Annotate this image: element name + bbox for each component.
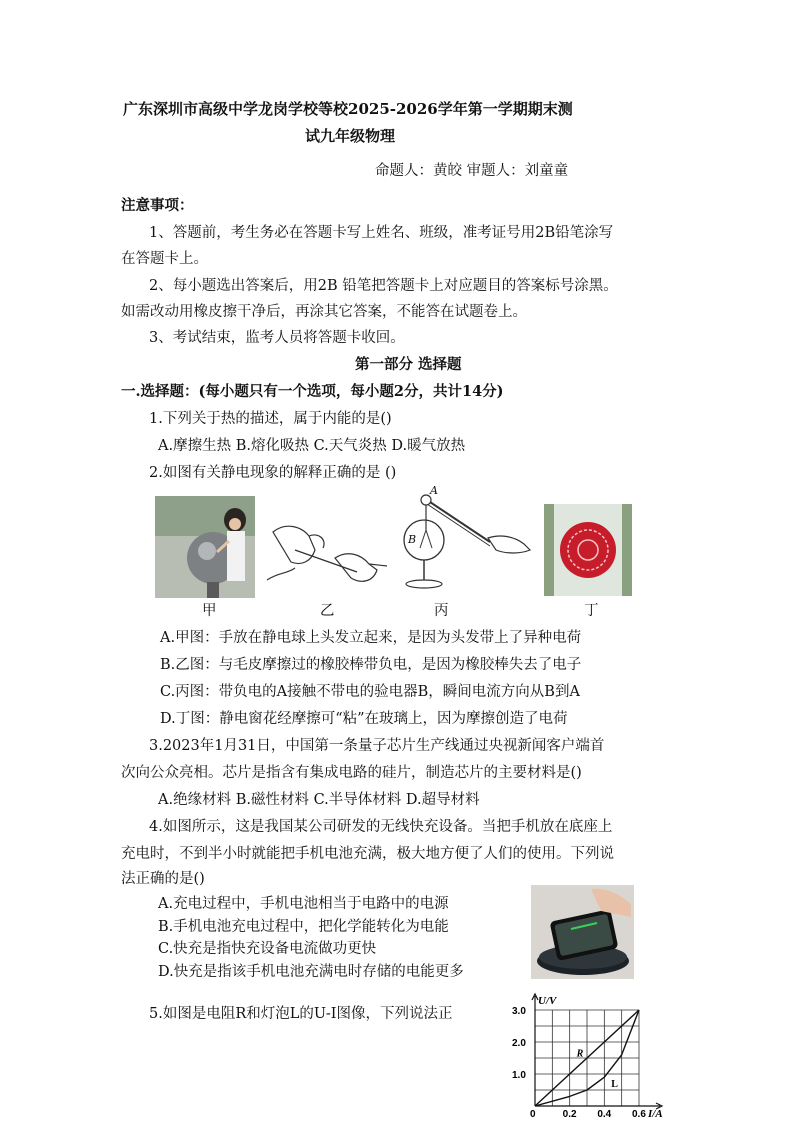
q5-stem: 5.如图是电阻R和灯泡L的U-I图像，下列说法正 <box>149 1006 453 1022</box>
x-axis-label: I/A <box>648 1108 663 1120</box>
q4-stem-line1: 4.如图所示，这是我国某公司研发的无线快充设备。当把手机放在底座上 <box>149 819 613 835</box>
q2-option-a: A.甲图：手放在静电球上头发立起来，是因为头发带上了异种电荷 <box>160 630 582 646</box>
u-i-chart <box>510 990 670 1121</box>
notice-item1-line2: 在答题卡上。 <box>121 251 208 267</box>
q4-option-b: B.手机电池充电过程中，把化学能转化为电能 <box>158 919 449 935</box>
notice-item2-line2: 如需改动用橡皮擦干净后，再涂其它答案，不能答在试题卷上。 <box>121 304 527 320</box>
fig-bing-label: 丙 <box>434 603 449 619</box>
q2-option-c: C.丙图：带负电的A接触不带电的验电器B，瞬间电流方向从B到A <box>160 684 580 700</box>
origin-tick: 0 <box>530 1109 536 1120</box>
section-heading: 一.选择题：(每小题只有一个选项，每小题2分，共计14分) <box>121 383 504 400</box>
y-tick-label: 1.0 <box>512 1070 526 1081</box>
q2-option-d: D.丁图：静电窗花经摩擦可“粘”在玻璃上，因为摩擦创造了电荷 <box>160 711 568 727</box>
exam-title-line2: 试九年级物理 <box>305 127 396 145</box>
series-label-R: R <box>576 1048 584 1060</box>
exam-authors: 命题人：黄皎 审题人：刘童童 <box>375 163 569 179</box>
fig-jia-label: 甲 <box>202 603 217 619</box>
fig-bing-letter-a: A <box>430 484 438 497</box>
series-label-L: L <box>611 1078 618 1090</box>
q4-option-a: A.充电过程中，手机电池相当于电路中的电源 <box>158 896 449 912</box>
x-tick-label: 0.2 <box>562 1109 577 1120</box>
notice-item2-line1: 2、每小题选出答案后，用2B 铅笔把答题卡上对应题目的答案标号涂黑。 <box>149 278 618 294</box>
fig-jia-photo <box>155 496 255 598</box>
fig-ding-photo <box>544 504 632 596</box>
part1-title: 第一部分 选择题 <box>355 356 462 373</box>
fig-yi-label: 乙 <box>320 603 335 619</box>
q4-stem-line3: 法正确的是() <box>121 871 205 887</box>
q4-stem-line2: 充电时，不到半小时就能把手机电池充满，极大地方便了人们的使用。下列说 <box>121 846 614 862</box>
q1-stem: 1.下列关于热的描述，属于内能的是() <box>149 411 392 427</box>
fig-bing-electroscope <box>396 484 536 596</box>
fig-yi-drawing <box>265 510 390 595</box>
q2-option-b: B.乙图：与毛皮摩擦过的橡胶棒带负电，是因为橡胶棒失去了电子 <box>160 657 582 673</box>
q3-stem-line2: 次向公众亮相。芯片是指含有集成电路的硅片，制造芯片的主要材料是() <box>121 765 582 781</box>
x-tick-label: 0.4 <box>597 1109 612 1120</box>
notice-item3: 3、考试结束，监考人员将答题卡收回。 <box>149 330 405 346</box>
fig-ding-label: 丁 <box>584 603 599 619</box>
q4-option-c: C.快充是指快充设备电流做功更快 <box>158 941 377 957</box>
fig-bing-letter-b: B <box>408 533 417 546</box>
y-tick-label: 3.0 <box>512 1006 526 1017</box>
y-axis-label: U/V <box>538 995 557 1007</box>
y-tick-label: 2.0 <box>512 1038 526 1049</box>
q4-option-d: D.快充是指该手机电池充满电时存储的电能更多 <box>158 964 464 980</box>
exam-title-line1: 广东深圳市高级中学龙岗学校等校2025-2026学年第一学期期末测 <box>123 100 573 118</box>
x-tick-label: 0.6 <box>632 1109 646 1120</box>
notice-heading: 注意事项： <box>121 197 194 214</box>
wireless-charger-photo <box>531 885 634 979</box>
notice-item1-line1: 1、答题前，考生务必在答题卡写上姓名、班级，准考证号用2B铅笔涂写 <box>149 225 614 241</box>
q1-options: A.摩擦生热 B.熔化吸热 C.天气炎热 D.暖气放热 <box>158 438 466 454</box>
q3-options: A.绝缘材料 B.磁性材料 C.半导体材料 D.超导材料 <box>158 792 480 808</box>
q3-stem-line1: 3.2023年1月31日，中国第一条量子芯片生产线通过央视新闻客户端首 <box>149 738 605 754</box>
q2-stem: 2.如图有关静电现象的解释正确的是 () <box>149 465 397 481</box>
